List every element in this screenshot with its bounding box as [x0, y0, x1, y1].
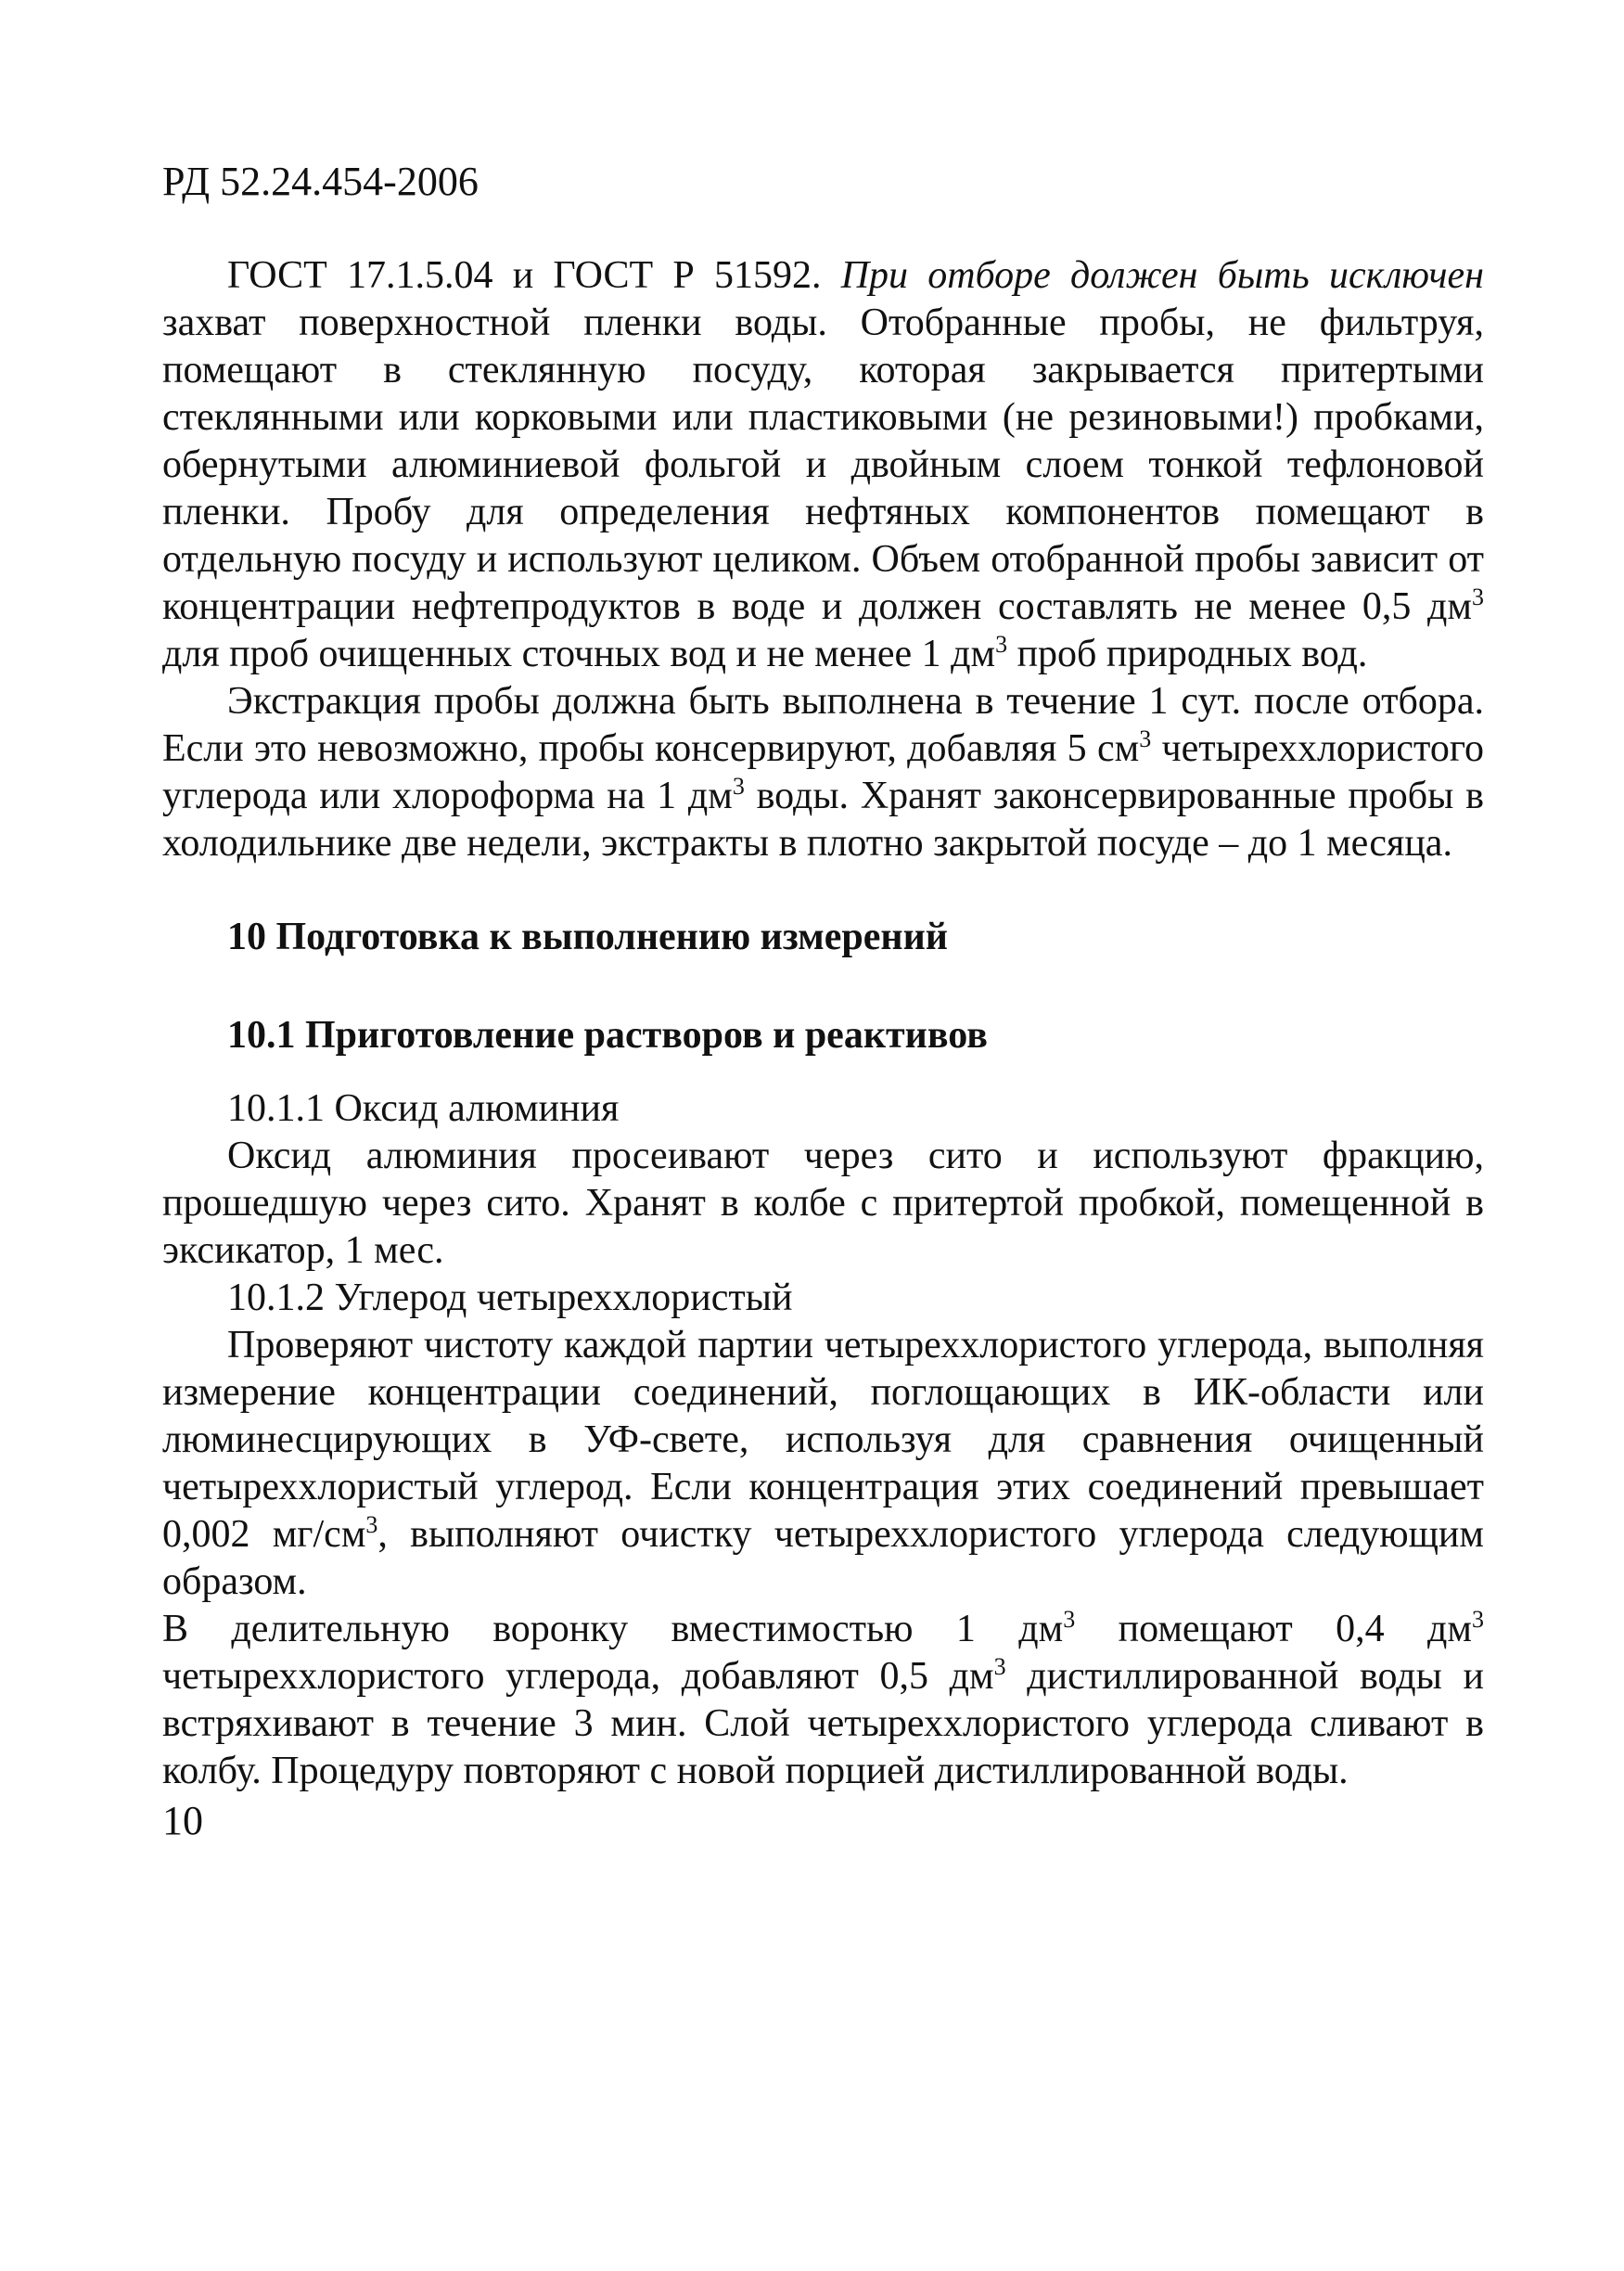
superscript: 3 — [1063, 1606, 1076, 1633]
paragraph-extraction — [162, 678, 1484, 867]
superscript: 3 — [732, 773, 745, 800]
gost-reference: ГОСТ 17.1.5.04 и ГОСТ Р 51592. — [227, 254, 841, 297]
text-fragment: Экстракция пробы должна быть выполнена в течение 1 сут. после отбора. Если это невозможно, пробы консервируют, добавляя 5 см — [162, 680, 1484, 770]
paragraph-sampling — [162, 252, 1484, 678]
document-header: РД 52.24.454-2006 — [162, 159, 479, 204]
clause-title-aluminium-oxide: 10.1.1 Оксид алюминия — [227, 1087, 620, 1130]
subsection-heading: 10.1 Приготовление растворов и реактивов — [227, 1014, 988, 1057]
text-fragment: Проверяют чистоту каждой партии четыреххлористого углерода, выполняя измерение концентрации соединений, поглощающих в ИК-области или люминесцирующих в УФ-свете, используя для сравнения очищенный четыреххлористый углерод. Если концентрация этих соединений превышает 0,002 мг/см — [162, 1324, 1484, 1556]
clause-text-purification — [162, 1606, 1484, 1795]
text-fragment: дистиллированной воды и встряхивают в течение 3 мин. Слой четыреххлористого углерода сливают в колбу. Процедуру повторяют с новой порцией дистиллированной воды. — [162, 1655, 1484, 1792]
superscript: 3 — [365, 1511, 378, 1538]
section-heading: 10 Подготовка к выполнению измерений — [227, 916, 948, 958]
text-fragment: четыреххлористого углерода или хлороформа на 1 дм — [162, 727, 1485, 817]
text-fragment: четыреххлористого углерода, добавляют 0,5 дм — [162, 1655, 994, 1698]
superscript: 3 — [1139, 725, 1152, 752]
superscript: 3 — [1471, 1606, 1484, 1633]
text-fragment: воды. Хранят законсервированные пробы в холодильнике две недели, экстракты в плотно закрытой посуде – до 1 месяца. — [162, 775, 1484, 865]
text-fragment: проб природных вод. — [1007, 633, 1368, 675]
document-page — [162, 158, 1484, 1844]
text-fragment: захват поверхностной пленки воды. Отобранные пробы, не фильтруя, помещают в стеклянную посуду, которая закрывается притертыми стеклянными или корковыми или пластиковыми (не резиновыми!) пробками, обернутыми алюминиевой фольгой и двойным слоем тонкой тефлоновой пленки. Пробу для определения нефтяных компонентов помещают в отдельную посуду и используют целиком. Объем отобранной пробы зависит от концентрации нефтепродуктов в воде и должен составлять не менее 0,5 дм — [162, 302, 1484, 628]
superscript: 3 — [1472, 584, 1484, 610]
clause-text-aluminium-oxide: Оксид алюминия просеивают через сито и используют фракцию, прошедшую через сито. Хранят в колбе с притертой пробкой, помещенной в эксикатор, 1 мес. — [162, 1135, 1484, 1272]
page-number: 10 — [162, 1798, 203, 1843]
text-fragment: В делительную воронку вместимостью 1 дм — [162, 1608, 1064, 1650]
text-fragment: для проб очищенных сточных вод и не менее 1 дм — [162, 633, 996, 675]
clause-text-carbon-tetrachloride — [162, 1322, 1484, 1606]
text-fragment: помещают 0,4 дм — [1075, 1608, 1472, 1650]
clause-title-carbon-tetrachloride: 10.1.2 Углерод четыреххлористый — [227, 1277, 793, 1319]
superscript: 3 — [993, 1653, 1006, 1680]
superscript: 3 — [995, 631, 1008, 658]
italic-note: При отборе должен быть исключен — [840, 254, 1484, 297]
text-fragment: , выполняют очистку четыреххлористого углерода следующим образом. — [162, 1513, 1484, 1603]
